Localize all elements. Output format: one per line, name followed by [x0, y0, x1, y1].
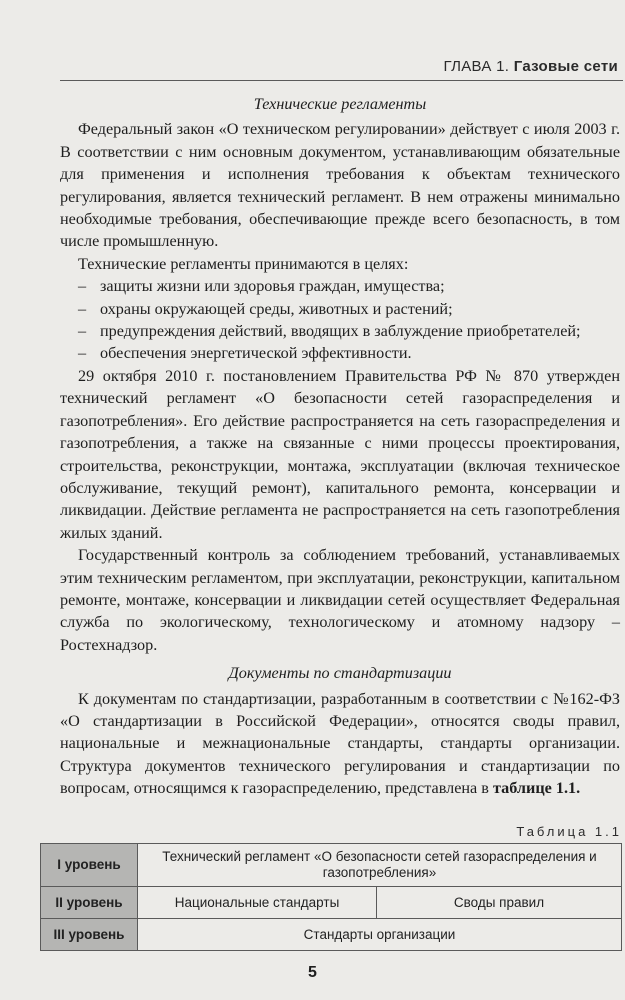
- list-item: – обеспечения энергетической эффективности.: [60, 342, 620, 364]
- table-caption: Таблица 1.1: [516, 824, 622, 839]
- table-cell: Своды правил: [377, 887, 622, 919]
- list-item: – предупреждения действий, вводящих в заблуждение приобретателей;: [60, 320, 620, 342]
- paragraph: Государственный контроль за соблюдением требований, устанавливаемых этим техническим регламентом, при эксплуатации, реконструкции, капитальном ремонте, монтаже, консервации и ликвидации сетей осуществляет Федеральная служба по экологическому, технологическому и атомному надзору – Ростехнадзор.: [60, 546, 620, 654]
- table-row: [41, 887, 622, 919]
- page-number: 5: [308, 964, 317, 981]
- header-divider: [60, 80, 623, 81]
- paragraph-text: К документам по стандартизации, разработанным в соответствии с №162-ФЗ «О стандартизации в Российской Федерации», относятся своды правил, национальные и межнациональные стандарты, стандарты организации. Структура документов технического регулирования и стандартизации по вопросам, относящимся к газораспределению, представлена в: [60, 689, 620, 798]
- table-row: [41, 919, 622, 951]
- level-cell: II уровень: [41, 887, 138, 919]
- table-reference: таблице 1.1.: [492, 779, 581, 798]
- chapter-title: Газовые сети: [513, 58, 618, 75]
- level-cell: I уровень: [41, 844, 138, 887]
- table-cell: Национальные стандарты: [138, 887, 377, 919]
- list-item-text: обеспечения энергетической эффективности.: [100, 344, 412, 363]
- list-item-text: охраны окружающей среды, животных и растений;: [100, 299, 453, 318]
- section-heading-tech-regulations: Технические регламенты: [253, 95, 427, 113]
- paragraph: Технические регламенты принимаются в целях:: [78, 254, 409, 273]
- paragraph: 29 октября 2010 г. постановлением Правительства РФ № 870 утвержден технический регламент «О безопасности сетей газораспределения и газопотребления». Его действие распространяется на сеть газораспределения и газопотребления, а также на связанные с ними процессы проектирования, строительства, реконструкции, монтажа, эксплуатации (включая техническое обслуживание, текущий ремонт), капитального ремонта, консервации и ликвидации. Действие регламента не распространяется на сеть газопотребления жилых зданий.: [60, 366, 620, 542]
- page-body: [60, 90, 620, 800]
- section-heading-standardization: Документы по стандартизации: [228, 664, 452, 683]
- running-header: [0, 58, 618, 75]
- table-cell: Стандарты организации: [138, 919, 622, 951]
- list-item-text: защиты жизни или здоровья граждан, имущества;: [100, 277, 445, 296]
- list-item: – защиты жизни или здоровья граждан, имущества;: [60, 275, 620, 297]
- list-item: – охраны окружающей среды, животных и растений;: [60, 298, 620, 320]
- chapter-number: ГЛАВА 1.: [443, 58, 510, 75]
- list-item-text: предупреждения действий, вводящих в заблуждение приобретателей;: [100, 322, 581, 341]
- paragraph: Федеральный закон «О техническом регулировании» действует с июля 2003 г. В соответствии с ним основным документом, устанавливающим обязательные для применения и исполнения требования к объектам технического регулирования, является технический регламент. В нем отражены минимально необходимые требования, обеспечивающие прежде всего безопасность, в том числе промышленную.: [60, 120, 620, 251]
- standards-table: [40, 843, 622, 951]
- table-row: [41, 844, 622, 887]
- table-cell: Технический регламент «О безопасности сетей газораспределения и газопотребления»: [138, 844, 622, 887]
- level-cell: III уровень: [41, 919, 138, 951]
- paragraph: [60, 688, 620, 800]
